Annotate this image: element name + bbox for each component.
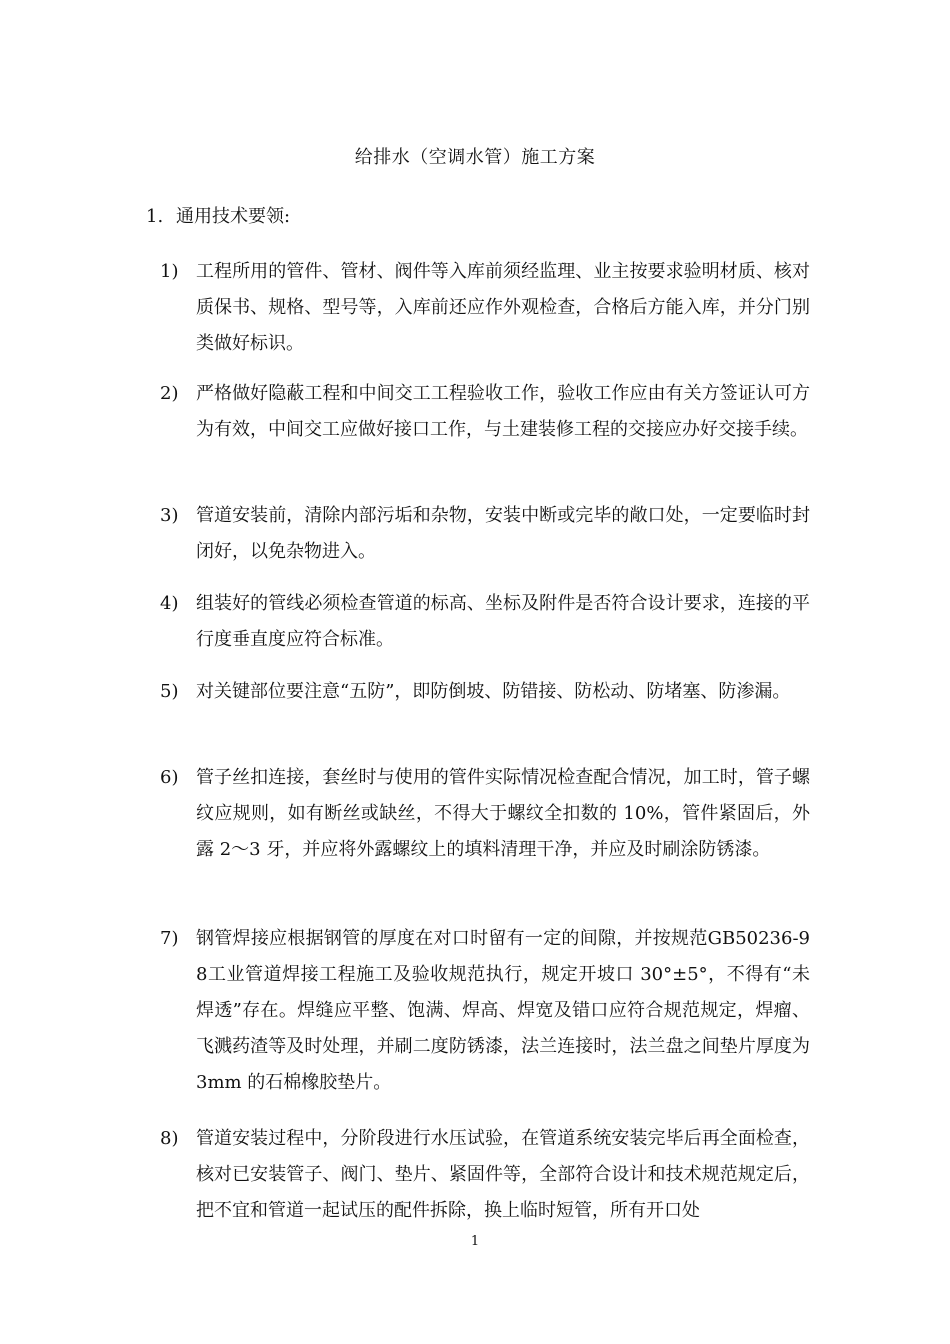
list-item-text: 对关键部位要注意“五防”，即防倒坡、防错接、防松动、防堵塞、防渗漏。 <box>196 681 791 702</box>
section-heading <box>146 205 290 229</box>
list-item <box>160 1121 810 1229</box>
list-item-text: 管道安装过程中，分阶段进行水压试验，在管道系统安装完毕后再全面检查，核对已安装管子、阀门、垫片、紧固件等，全部符合设计和技术规范规定后，把不宜和管道一起试压的配件拆除，换上临时短管，所有开口处 <box>196 1128 810 1221</box>
list-item-text: 管道安装前，清除内部污垢和杂物，安装中断或完毕的敞口处，一定要临时封闭好，以免杂物进入。 <box>196 505 810 562</box>
list-item-marker: 5) <box>160 681 179 702</box>
list-item-marker: 4) <box>160 593 179 614</box>
list-item <box>160 586 810 658</box>
list-item <box>160 498 810 570</box>
list-item <box>160 376 810 448</box>
document-title: 给排水（空调水管）施工方案 <box>354 147 596 168</box>
list-item-marker: 6) <box>160 767 179 788</box>
page-number: 1 <box>470 1234 480 1249</box>
list-item-marker: 7) <box>160 928 179 949</box>
list-item <box>160 254 810 362</box>
list-item-text: 管子丝扣连接，套丝时与使用的管件实际情况检查配合情况，加工时，管子螺纹应规则，如有断丝或缺丝，不得大于螺纹全扣数的 10%，管件紧固后，外露 2～3 牙，并应将外露螺纹上的填料清理干净，并应及时刷涂防锈漆。 <box>196 767 810 860</box>
list-item-text: 工程所用的管件、管材、阀件等入库前须经监理、业主按要求验明材质、核对质保书、规格、型号等，入库前还应作外观检查，合格后方能入库，并分门别类做好标识。 <box>196 261 810 354</box>
list-item-marker: 2) <box>160 383 179 404</box>
list-item <box>160 674 810 710</box>
list-item-text: 组装好的管线必须检查管道的标高、坐标及附件是否符合设计要求，连接的平行度垂直度应符合标准。 <box>196 593 810 650</box>
list-item-marker: 3) <box>160 505 179 526</box>
section-number: 1. <box>146 206 164 227</box>
list-item-marker: 1) <box>160 261 179 282</box>
list-item-text: 钢管焊接应根据钢管的厚度在对口时留有一定的间隙，并按规范GB50236-98工业管道焊接工程施工及验收规范执行，规定开坡口 30°±5°，不得有“未焊透”存在。焊缝应平整、饱满、焊高、焊宽及错口应符合规范规定，焊瘤、飞溅药渣等及时处理，并刷二度防锈漆，法兰连接时，法兰盘之间垫片厚度为 3mm 的石棉橡胶垫片。 <box>196 928 810 1093</box>
list-item-marker: 8) <box>160 1128 179 1149</box>
list-item <box>160 760 810 868</box>
list-item-text: 严格做好隐蔽工程和中间交工工程验收工作，验收工作应由有关方签证认可方为有效，中间交工应做好接口工作，与土建装修工程的交接应办好交接手续。 <box>196 383 810 440</box>
list-item <box>160 921 810 1101</box>
section-heading-text: 通用技术要领: <box>176 206 291 227</box>
